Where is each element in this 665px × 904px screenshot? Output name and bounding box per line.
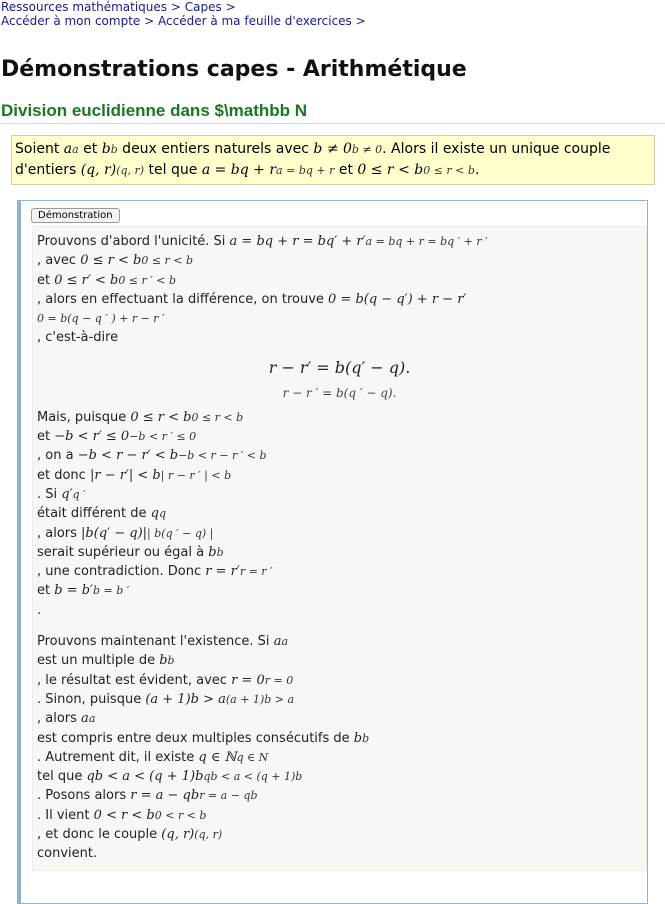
- page-title: Démonstrations capes - Arithmétique: [1, 57, 467, 82]
- breadcrumb: [0, 0, 665, 28]
- section-title: Division euclidienne dans $\mathbb N: [1, 101, 665, 124]
- proof-line: . Posons alors r = a − qbr = a − qb: [37, 788, 258, 804]
- proof-line: , et donc le couple (q, r)(q, r): [37, 827, 223, 843]
- proof-line: . Il vient 0 < r < b0 < r < b: [37, 807, 207, 823]
- proof-line: tel que qb < a < (q + 1)bqb < a < (q + 1)b: [37, 769, 303, 785]
- proof-line: , une contradiction. Donc r = r′r = r ′: [37, 564, 273, 580]
- breadcrumb-separator: >: [225, 0, 236, 14]
- proof-line: , alors |b(q′ − q)|| b(q ′ − q) |: [37, 525, 214, 541]
- proof-line: Prouvons d'abord l'unicité. Si a = bq + r = bq′ + r′a = bq + r = bq ′ + r ′: [37, 234, 488, 249]
- breadcrumb-line-2: [1, 14, 665, 28]
- proof-line: .: [37, 602, 42, 618]
- proof-line: . Autrement dit, il existe q ∈ ℕq ∈ N: [37, 749, 269, 765]
- proof-line: convient.: [37, 846, 98, 862]
- proof-line: Prouvons maintenant l'existence. Si aa: [37, 634, 289, 650]
- proof-line: 0 = b(q − q ′ ) + r − r ′: [37, 312, 165, 326]
- proof-line: est compris entre deux multiples consécutifs de bb: [37, 730, 370, 746]
- breadcrumb-line-1: [1, 0, 665, 14]
- proof-line: et 0 ≤ r′ < b0 ≤ r ′ < b: [37, 272, 177, 288]
- proof-line: était différent de qq: [37, 506, 167, 522]
- proof-line: , le résultat est évident, avec r = 0r = 0: [37, 672, 294, 688]
- proof-line: , c'est-à-dire: [37, 330, 119, 346]
- breadcrumb-link-ressources[interactable]: Ressources mathématiques: [1, 0, 168, 14]
- proof-line: . Sinon, puisque (a + 1)b > a(a + 1)b > a: [37, 691, 295, 707]
- breadcrumb-link-capes[interactable]: Capes: [184, 0, 222, 14]
- proof-line: , on a −b < r − r′ < b−b < r − r ′ < b: [37, 448, 267, 464]
- breadcrumb-link-account[interactable]: Accéder à mon compte: [1, 14, 141, 28]
- proof-line: est un multiple de bb: [37, 653, 175, 669]
- proof-line: et b = b′b = b ′: [37, 583, 130, 599]
- theorem-statement: Soient aa et bb deux entiers naturels avec b ≠ 0b ≠ 0. Alors il existe un unique couple d'entiers (q, r)(q, r) tel que a = bq + ra = bq + r et 0 ≤ r < b0 ≤ r < b.: [11, 135, 655, 185]
- proof-line: et donc |r − r′| < b| r − r ′ | < b: [37, 467, 232, 483]
- proof-line: Mais, puisque 0 ≤ r < b0 ≤ r < b: [37, 409, 244, 425]
- proof-content: [32, 226, 647, 871]
- display-equation: r − r′ = b(q′ − q). r − r ′ = b(q ′ − q).: [268, 357, 411, 400]
- proof-line: . Si q′q ′: [37, 486, 86, 502]
- proof-line: , alors aa: [37, 711, 96, 727]
- proof-toggle-button[interactable]: Démonstration: [31, 208, 120, 223]
- proof-line: , avec 0 ≤ r < b0 ≤ r < b: [37, 253, 194, 269]
- proof-line: serait supérieur ou égal à bb: [37, 544, 224, 560]
- proof-line: et −b < r′ ≤ 0−b < r ′ ≤ 0: [37, 429, 197, 445]
- breadcrumb-link-exercise-sheet[interactable]: Accéder à ma feuille d'exercices: [158, 14, 352, 28]
- proof-line: , alors en effectuant la différence, on trouve 0 = b(q − q′) + r − r′: [37, 291, 467, 307]
- proof-panel: [17, 200, 648, 904]
- breadcrumb-separator: >: [144, 14, 155, 28]
- breadcrumb-separator: >: [170, 0, 181, 14]
- breadcrumb-separator: >: [355, 14, 366, 28]
